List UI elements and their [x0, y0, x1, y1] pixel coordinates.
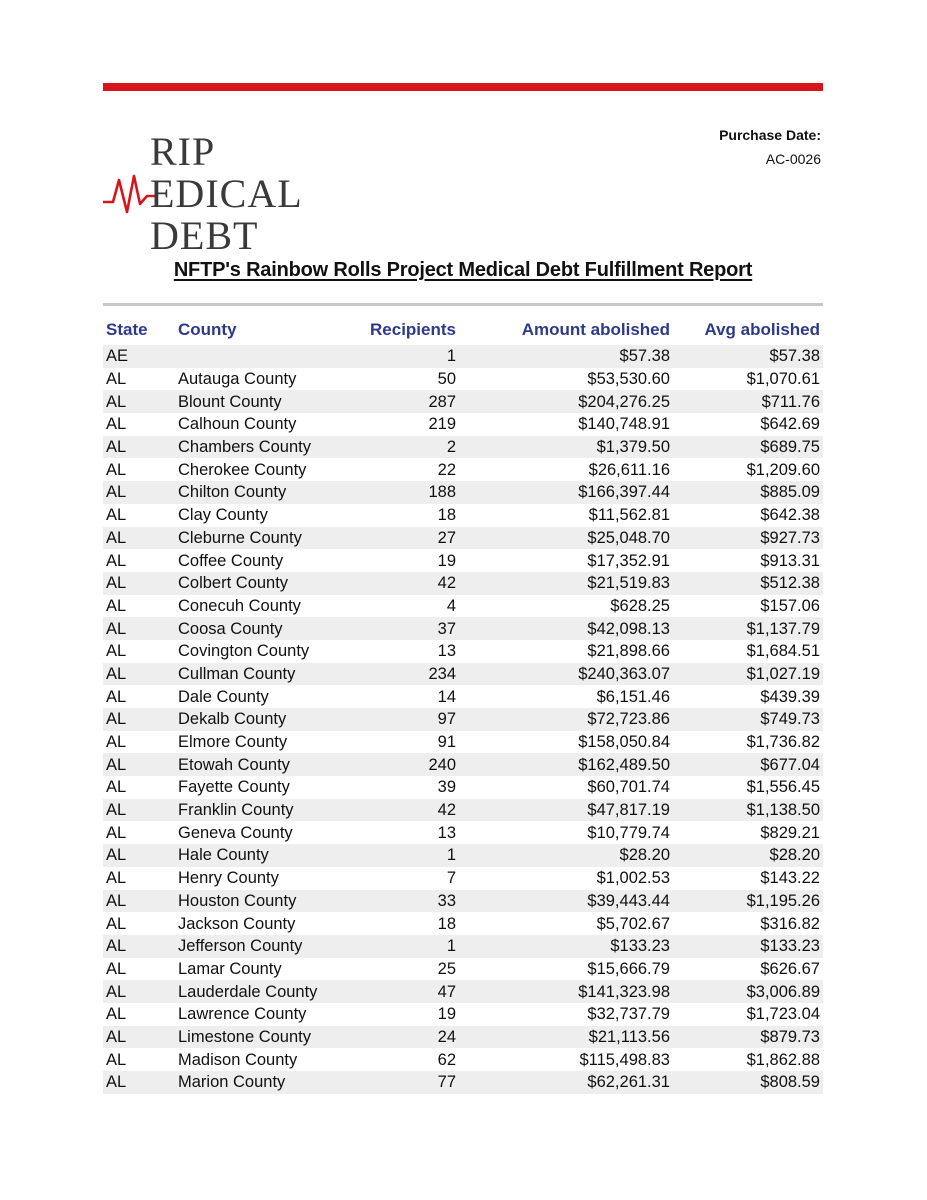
- table-row: [103, 368, 823, 391]
- avg-abolished-cell: $1,723.04: [673, 1003, 823, 1026]
- state-cell: AL: [103, 890, 175, 913]
- avg-abolished-cell: $879.73: [673, 1026, 823, 1049]
- county-cell: Lawrence County: [175, 1003, 353, 1026]
- amount-abolished-cell: $39,443.44: [459, 890, 673, 913]
- table-row: [103, 753, 823, 776]
- amount-abolished-cell: $5,702.67: [459, 912, 673, 935]
- recipients-cell: 7: [353, 867, 459, 890]
- recipients-cell: 91: [353, 731, 459, 754]
- table-row: [103, 731, 823, 754]
- avg-abolished-cell: $1,195.26: [673, 890, 823, 913]
- recipients-cell: 22: [353, 458, 459, 481]
- county-cell: Dale County: [175, 685, 353, 708]
- column-header-avg-abolished: Avg abolished: [704, 320, 820, 339]
- county-cell: Houston County: [175, 890, 353, 913]
- heartbeat-icon: [103, 172, 155, 216]
- amount-abolished-cell: $204,276.25: [459, 390, 673, 413]
- county-cell: Coffee County: [175, 549, 353, 572]
- avg-abolished-cell: $1,862.88: [673, 1048, 823, 1071]
- logo-word-debt: DEBT: [150, 213, 259, 258]
- table-row: [103, 458, 823, 481]
- amount-abolished-cell: $11,562.81: [459, 504, 673, 527]
- county-cell: Cherokee County: [175, 458, 353, 481]
- avg-abolished-cell: $1,684.51: [673, 640, 823, 663]
- table-row: [103, 549, 823, 572]
- header-accent-bar: [103, 83, 823, 91]
- avg-abolished-cell: $626.67: [673, 958, 823, 981]
- avg-abolished-cell: $3,006.89: [673, 980, 823, 1003]
- table-header-row: [103, 315, 823, 345]
- amount-abolished-cell: $1,002.53: [459, 867, 673, 890]
- state-cell: AL: [103, 617, 175, 640]
- column-header-state: State: [106, 320, 148, 339]
- avg-abolished-cell: $711.76: [673, 390, 823, 413]
- table-row: [103, 844, 823, 867]
- state-cell: AL: [103, 663, 175, 686]
- table-row: [103, 572, 823, 595]
- state-cell: AL: [103, 867, 175, 890]
- recipients-cell: 188: [353, 481, 459, 504]
- table-row: [103, 958, 823, 981]
- amount-abolished-cell: $28.20: [459, 844, 673, 867]
- recipients-cell: 62: [353, 1048, 459, 1071]
- table-row: [103, 867, 823, 890]
- recipients-cell: 47: [353, 980, 459, 1003]
- amount-abolished-cell: $42,098.13: [459, 617, 673, 640]
- county-cell: Elmore County: [175, 731, 353, 754]
- recipients-cell: 37: [353, 617, 459, 640]
- state-cell: AL: [103, 708, 175, 731]
- state-cell: AL: [103, 685, 175, 708]
- amount-abolished-cell: $25,048.70: [459, 527, 673, 550]
- recipients-cell: 13: [353, 821, 459, 844]
- avg-abolished-cell: $512.38: [673, 572, 823, 595]
- avg-abolished-cell: $1,736.82: [673, 731, 823, 754]
- avg-abolished-cell: $157.06: [673, 595, 823, 618]
- state-cell: AL: [103, 935, 175, 958]
- county-cell: Hale County: [175, 844, 353, 867]
- avg-abolished-cell: $677.04: [673, 753, 823, 776]
- recipients-cell: 42: [353, 799, 459, 822]
- avg-abolished-cell: $808.59: [673, 1071, 823, 1094]
- recipients-cell: 4: [353, 595, 459, 618]
- table-row: [103, 685, 823, 708]
- state-cell: AL: [103, 390, 175, 413]
- table-row: [103, 1003, 823, 1026]
- county-cell: Jefferson County: [175, 935, 353, 958]
- county-cell: Colbert County: [175, 572, 353, 595]
- county-cell: Geneva County: [175, 821, 353, 844]
- state-cell: AL: [103, 1026, 175, 1049]
- county-cell: Covington County: [175, 640, 353, 663]
- amount-abolished-cell: $21,113.56: [459, 1026, 673, 1049]
- recipients-cell: 1: [353, 345, 459, 368]
- amount-abolished-cell: $6,151.46: [459, 685, 673, 708]
- amount-abolished-cell: $162,489.50: [459, 753, 673, 776]
- table-row: [103, 617, 823, 640]
- state-cell: AL: [103, 912, 175, 935]
- county-cell: Coosa County: [175, 617, 353, 640]
- table-row: [103, 708, 823, 731]
- recipients-cell: 14: [353, 685, 459, 708]
- state-cell: AL: [103, 640, 175, 663]
- table-row: [103, 1071, 823, 1094]
- table-row: [103, 1048, 823, 1071]
- amount-abolished-cell: $21,519.83: [459, 572, 673, 595]
- report-title: NFTP's Rainbow Rolls Project Medical Debt Fulfillment Report: [173, 259, 753, 281]
- column-header-county: County: [178, 320, 237, 339]
- table-row: [103, 799, 823, 822]
- amount-abolished-cell: $240,363.07: [459, 663, 673, 686]
- state-cell: AE: [103, 345, 175, 368]
- recipients-cell: 240: [353, 753, 459, 776]
- county-cell: Lauderdale County: [175, 980, 353, 1003]
- recipients-cell: 2: [353, 436, 459, 459]
- county-cell: Conecuh County: [175, 595, 353, 618]
- recipients-cell: 39: [353, 776, 459, 799]
- rip-medical-debt-logo: [103, 126, 313, 256]
- table-row: [103, 413, 823, 436]
- amount-abolished-cell: $53,530.60: [459, 368, 673, 391]
- recipients-cell: 19: [353, 1003, 459, 1026]
- avg-abolished-cell: $1,137.79: [673, 617, 823, 640]
- county-cell: Blount County: [175, 390, 353, 413]
- amount-abolished-cell: $57.38: [459, 345, 673, 368]
- logo-word-medical: EDICAL: [150, 171, 303, 216]
- amount-abolished-cell: $26,611.16: [459, 458, 673, 481]
- column-header-amount-abolished: Amount abolished: [521, 320, 670, 339]
- recipients-cell: 1: [353, 844, 459, 867]
- avg-abolished-cell: $829.21: [673, 821, 823, 844]
- amount-abolished-cell: $141,323.98: [459, 980, 673, 1003]
- state-cell: AL: [103, 958, 175, 981]
- avg-abolished-cell: $749.73: [673, 708, 823, 731]
- avg-abolished-cell: $642.38: [673, 504, 823, 527]
- recipients-cell: 33: [353, 890, 459, 913]
- county-cell: Chambers County: [175, 436, 353, 459]
- avg-abolished-cell: $439.39: [673, 685, 823, 708]
- state-cell: AL: [103, 799, 175, 822]
- amount-abolished-cell: $32,737.79: [459, 1003, 673, 1026]
- table-row: [103, 436, 823, 459]
- recipients-cell: 27: [353, 527, 459, 550]
- amount-abolished-cell: $115,498.83: [459, 1048, 673, 1071]
- county-cell: Dekalb County: [175, 708, 353, 731]
- amount-abolished-cell: $47,817.19: [459, 799, 673, 822]
- avg-abolished-cell: $1,138.50: [673, 799, 823, 822]
- purchase-date-label: Purchase Date:: [719, 127, 821, 143]
- amount-abolished-cell: $60,701.74: [459, 776, 673, 799]
- table-row: [103, 1026, 823, 1049]
- county-cell: Henry County: [175, 867, 353, 890]
- table-row: [103, 481, 823, 504]
- recipients-cell: 97: [353, 708, 459, 731]
- state-cell: AL: [103, 549, 175, 572]
- recipients-cell: 287: [353, 390, 459, 413]
- amount-abolished-cell: $10,779.74: [459, 821, 673, 844]
- table-row: [103, 640, 823, 663]
- avg-abolished-cell: $885.09: [673, 481, 823, 504]
- state-cell: AL: [103, 595, 175, 618]
- amount-abolished-cell: $17,352.91: [459, 549, 673, 572]
- county-cell: [175, 345, 353, 368]
- avg-abolished-cell: $689.75: [673, 436, 823, 459]
- county-cell: Franklin County: [175, 799, 353, 822]
- county-cell: Jackson County: [175, 912, 353, 935]
- recipients-cell: 19: [353, 549, 459, 572]
- state-cell: AL: [103, 527, 175, 550]
- state-cell: AL: [103, 436, 175, 459]
- table-row: [103, 912, 823, 935]
- table-row: [103, 980, 823, 1003]
- state-cell: AL: [103, 753, 175, 776]
- amount-abolished-cell: $133.23: [459, 935, 673, 958]
- table-row: [103, 390, 823, 413]
- table-row: [103, 776, 823, 799]
- state-cell: AL: [103, 980, 175, 1003]
- amount-abolished-cell: $72,723.86: [459, 708, 673, 731]
- county-cell: Madison County: [175, 1048, 353, 1071]
- recipients-cell: 1: [353, 935, 459, 958]
- state-cell: AL: [103, 504, 175, 527]
- purchase-date-value: AC-0026: [765, 151, 821, 167]
- county-cell: Cleburne County: [175, 527, 353, 550]
- amount-abolished-cell: $628.25: [459, 595, 673, 618]
- recipients-cell: 25: [353, 958, 459, 981]
- amount-abolished-cell: $140,748.91: [459, 413, 673, 436]
- county-cell: Calhoun County: [175, 413, 353, 436]
- recipients-cell: 234: [353, 663, 459, 686]
- avg-abolished-cell: $28.20: [673, 844, 823, 867]
- state-cell: AL: [103, 572, 175, 595]
- amount-abolished-cell: $166,397.44: [459, 481, 673, 504]
- recipients-cell: 219: [353, 413, 459, 436]
- state-cell: AL: [103, 413, 175, 436]
- state-cell: AL: [103, 368, 175, 391]
- amount-abolished-cell: $21,898.66: [459, 640, 673, 663]
- table-row: [103, 890, 823, 913]
- county-cell: Limestone County: [175, 1026, 353, 1049]
- amount-abolished-cell: $158,050.84: [459, 731, 673, 754]
- avg-abolished-cell: $1,556.45: [673, 776, 823, 799]
- table-row: [103, 821, 823, 844]
- avg-abolished-cell: $133.23: [673, 935, 823, 958]
- state-cell: AL: [103, 821, 175, 844]
- table-row: [103, 663, 823, 686]
- table-body: [103, 345, 823, 1094]
- table-row: [103, 527, 823, 550]
- state-cell: AL: [103, 1003, 175, 1026]
- logo-word-rip: RIP: [150, 129, 216, 174]
- county-cell: Fayette County: [175, 776, 353, 799]
- avg-abolished-cell: $316.82: [673, 912, 823, 935]
- amount-abolished-cell: $15,666.79: [459, 958, 673, 981]
- state-cell: AL: [103, 776, 175, 799]
- recipients-cell: 42: [353, 572, 459, 595]
- avg-abolished-cell: $913.31: [673, 549, 823, 572]
- divider: [103, 303, 823, 306]
- recipients-cell: 24: [353, 1026, 459, 1049]
- table-row: [103, 935, 823, 958]
- county-cell: Chilton County: [175, 481, 353, 504]
- county-cell: Lamar County: [175, 958, 353, 981]
- table-row: [103, 345, 823, 368]
- avg-abolished-cell: $143.22: [673, 867, 823, 890]
- amount-abolished-cell: $1,379.50: [459, 436, 673, 459]
- county-cell: Autauga County: [175, 368, 353, 391]
- state-cell: AL: [103, 731, 175, 754]
- state-cell: AL: [103, 1048, 175, 1071]
- column-header-recipients: Recipients: [370, 320, 456, 339]
- recipients-cell: 77: [353, 1071, 459, 1094]
- state-cell: AL: [103, 458, 175, 481]
- purchase-info: [719, 123, 821, 171]
- avg-abolished-cell: $927.73: [673, 527, 823, 550]
- state-cell: AL: [103, 481, 175, 504]
- avg-abolished-cell: $642.69: [673, 413, 823, 436]
- county-cell: Marion County: [175, 1071, 353, 1094]
- state-cell: AL: [103, 1071, 175, 1094]
- table-row: [103, 595, 823, 618]
- amount-abolished-cell: $62,261.31: [459, 1071, 673, 1094]
- fulfillment-table: [103, 315, 823, 1094]
- avg-abolished-cell: $1,070.61: [673, 368, 823, 391]
- county-cell: Cullman County: [175, 663, 353, 686]
- county-cell: Etowah County: [175, 753, 353, 776]
- recipients-cell: 13: [353, 640, 459, 663]
- avg-abolished-cell: $1,209.60: [673, 458, 823, 481]
- table-row: [103, 504, 823, 527]
- county-cell: Clay County: [175, 504, 353, 527]
- state-cell: AL: [103, 844, 175, 867]
- recipients-cell: 50: [353, 368, 459, 391]
- avg-abolished-cell: $1,027.19: [673, 663, 823, 686]
- recipients-cell: 18: [353, 912, 459, 935]
- recipients-cell: 18: [353, 504, 459, 527]
- avg-abolished-cell: $57.38: [673, 345, 823, 368]
